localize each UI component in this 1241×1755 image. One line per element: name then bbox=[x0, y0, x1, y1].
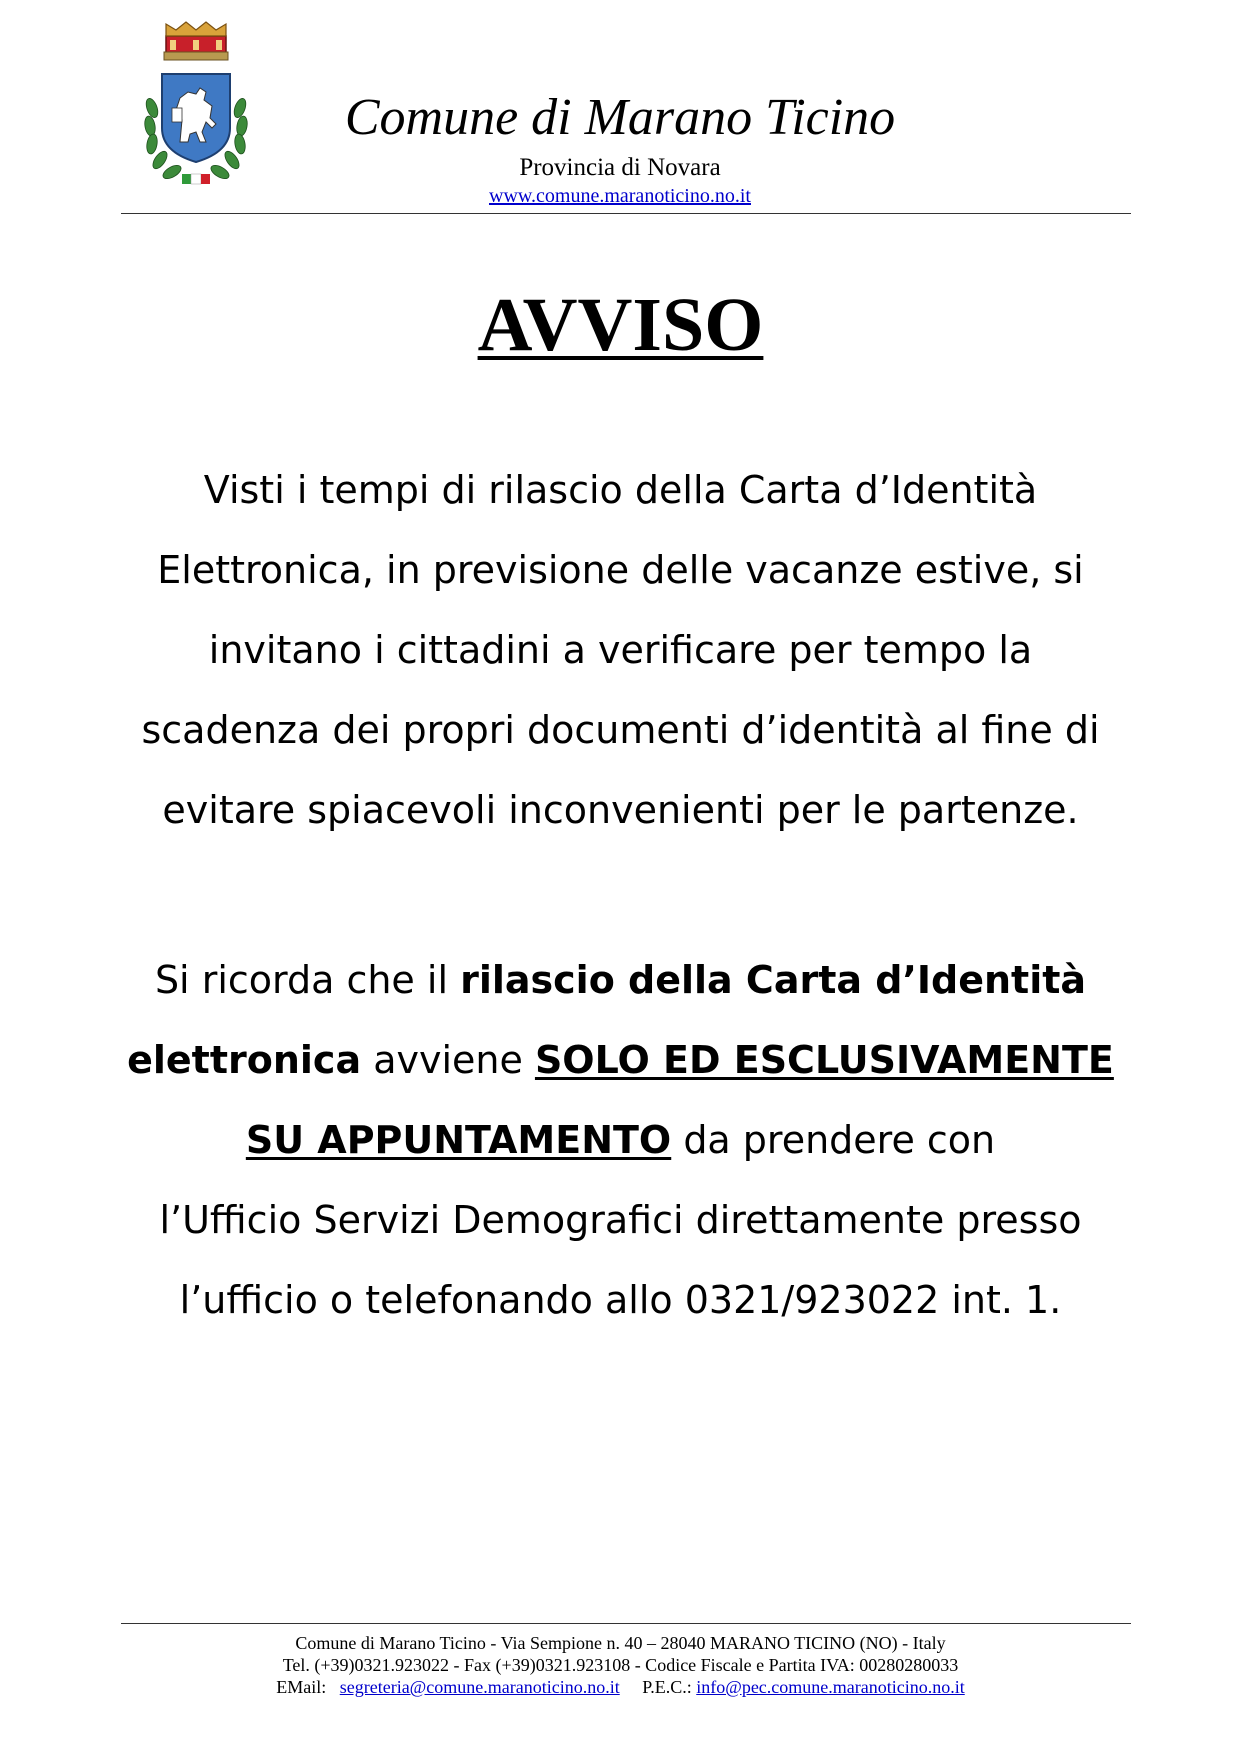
paragraph-line: evitare spiacevoli inconvenienti per le partenze. bbox=[162, 788, 1079, 832]
notice-heading: AVVISO bbox=[477, 283, 764, 367]
footer bbox=[120, 1632, 1121, 1698]
email-link[interactable]: segreteria@comune.maranoticino.no.it bbox=[339, 1677, 620, 1697]
pec-link[interactable]: info@pec.comune.maranoticino.no.it bbox=[696, 1677, 965, 1697]
coat-of-arms-icon bbox=[136, 16, 256, 192]
email-label: EMail: bbox=[276, 1677, 327, 1697]
plain-text: Si ricorda che il bbox=[154, 958, 461, 1002]
plain-text: da prendere con bbox=[671, 1118, 996, 1162]
paragraph-line bbox=[120, 1100, 1121, 1180]
paragraph-line: Visti i tempi di rilascio della Carta d’Identità bbox=[203, 468, 1038, 512]
paragraph-line bbox=[120, 940, 1121, 1020]
emphasis-text: SOLO ED ESCLUSIVAMENTE bbox=[534, 1038, 1114, 1082]
municipality-title: Comune di Marano Ticino bbox=[344, 89, 896, 146]
paragraph-line: Elettronica, in previsione delle vacanze estive, si bbox=[157, 548, 1084, 592]
shield-icon bbox=[162, 74, 230, 162]
paragraph-line: invitano i cittadini a verificare per tempo la bbox=[208, 628, 1033, 672]
notice-paragraph-2 bbox=[120, 940, 1121, 1340]
website-line bbox=[300, 184, 940, 208]
bold-text: rilascio della Carta d’Identità bbox=[460, 958, 1087, 1002]
paragraph-line bbox=[120, 1020, 1121, 1100]
tricolor-ribbon-icon bbox=[182, 174, 210, 184]
paragraph-line: l’Ufficio Servizi Demografici direttamente presso bbox=[159, 1198, 1082, 1242]
paragraph-line: l’ufficio o telefonando allo 0321/923022 int. 1. bbox=[179, 1278, 1062, 1322]
bold-text: elettronica bbox=[127, 1038, 362, 1082]
notice-paragraph-1 bbox=[120, 450, 1121, 850]
header-divider bbox=[121, 213, 1131, 214]
plain-text: avviene bbox=[361, 1038, 535, 1082]
paragraph-line: scadenza dei propri documenti d’identità al fine di bbox=[141, 708, 1100, 752]
website-link[interactable]: www.comune.maranoticino.no.it bbox=[489, 185, 751, 207]
emphasis-text: SU APPUNTAMENTO bbox=[245, 1118, 672, 1162]
pec-label: P.E.C.: bbox=[642, 1677, 692, 1697]
province-label: Provincia di Novara bbox=[519, 154, 721, 181]
footer-contacts: Tel. (+39)0321.923022 - Fax (+39)0321.923108 - Codice Fiscale e Partita IVA: 00280280033 bbox=[282, 1655, 959, 1675]
crown-icon bbox=[164, 22, 228, 60]
footer-address: Comune di Marano Ticino - Via Sempione n. 40 – 28040 MARANO TICINO (NO) - Italy bbox=[295, 1633, 946, 1653]
footer-divider bbox=[121, 1623, 1131, 1624]
footer-email-line bbox=[120, 1676, 1121, 1698]
